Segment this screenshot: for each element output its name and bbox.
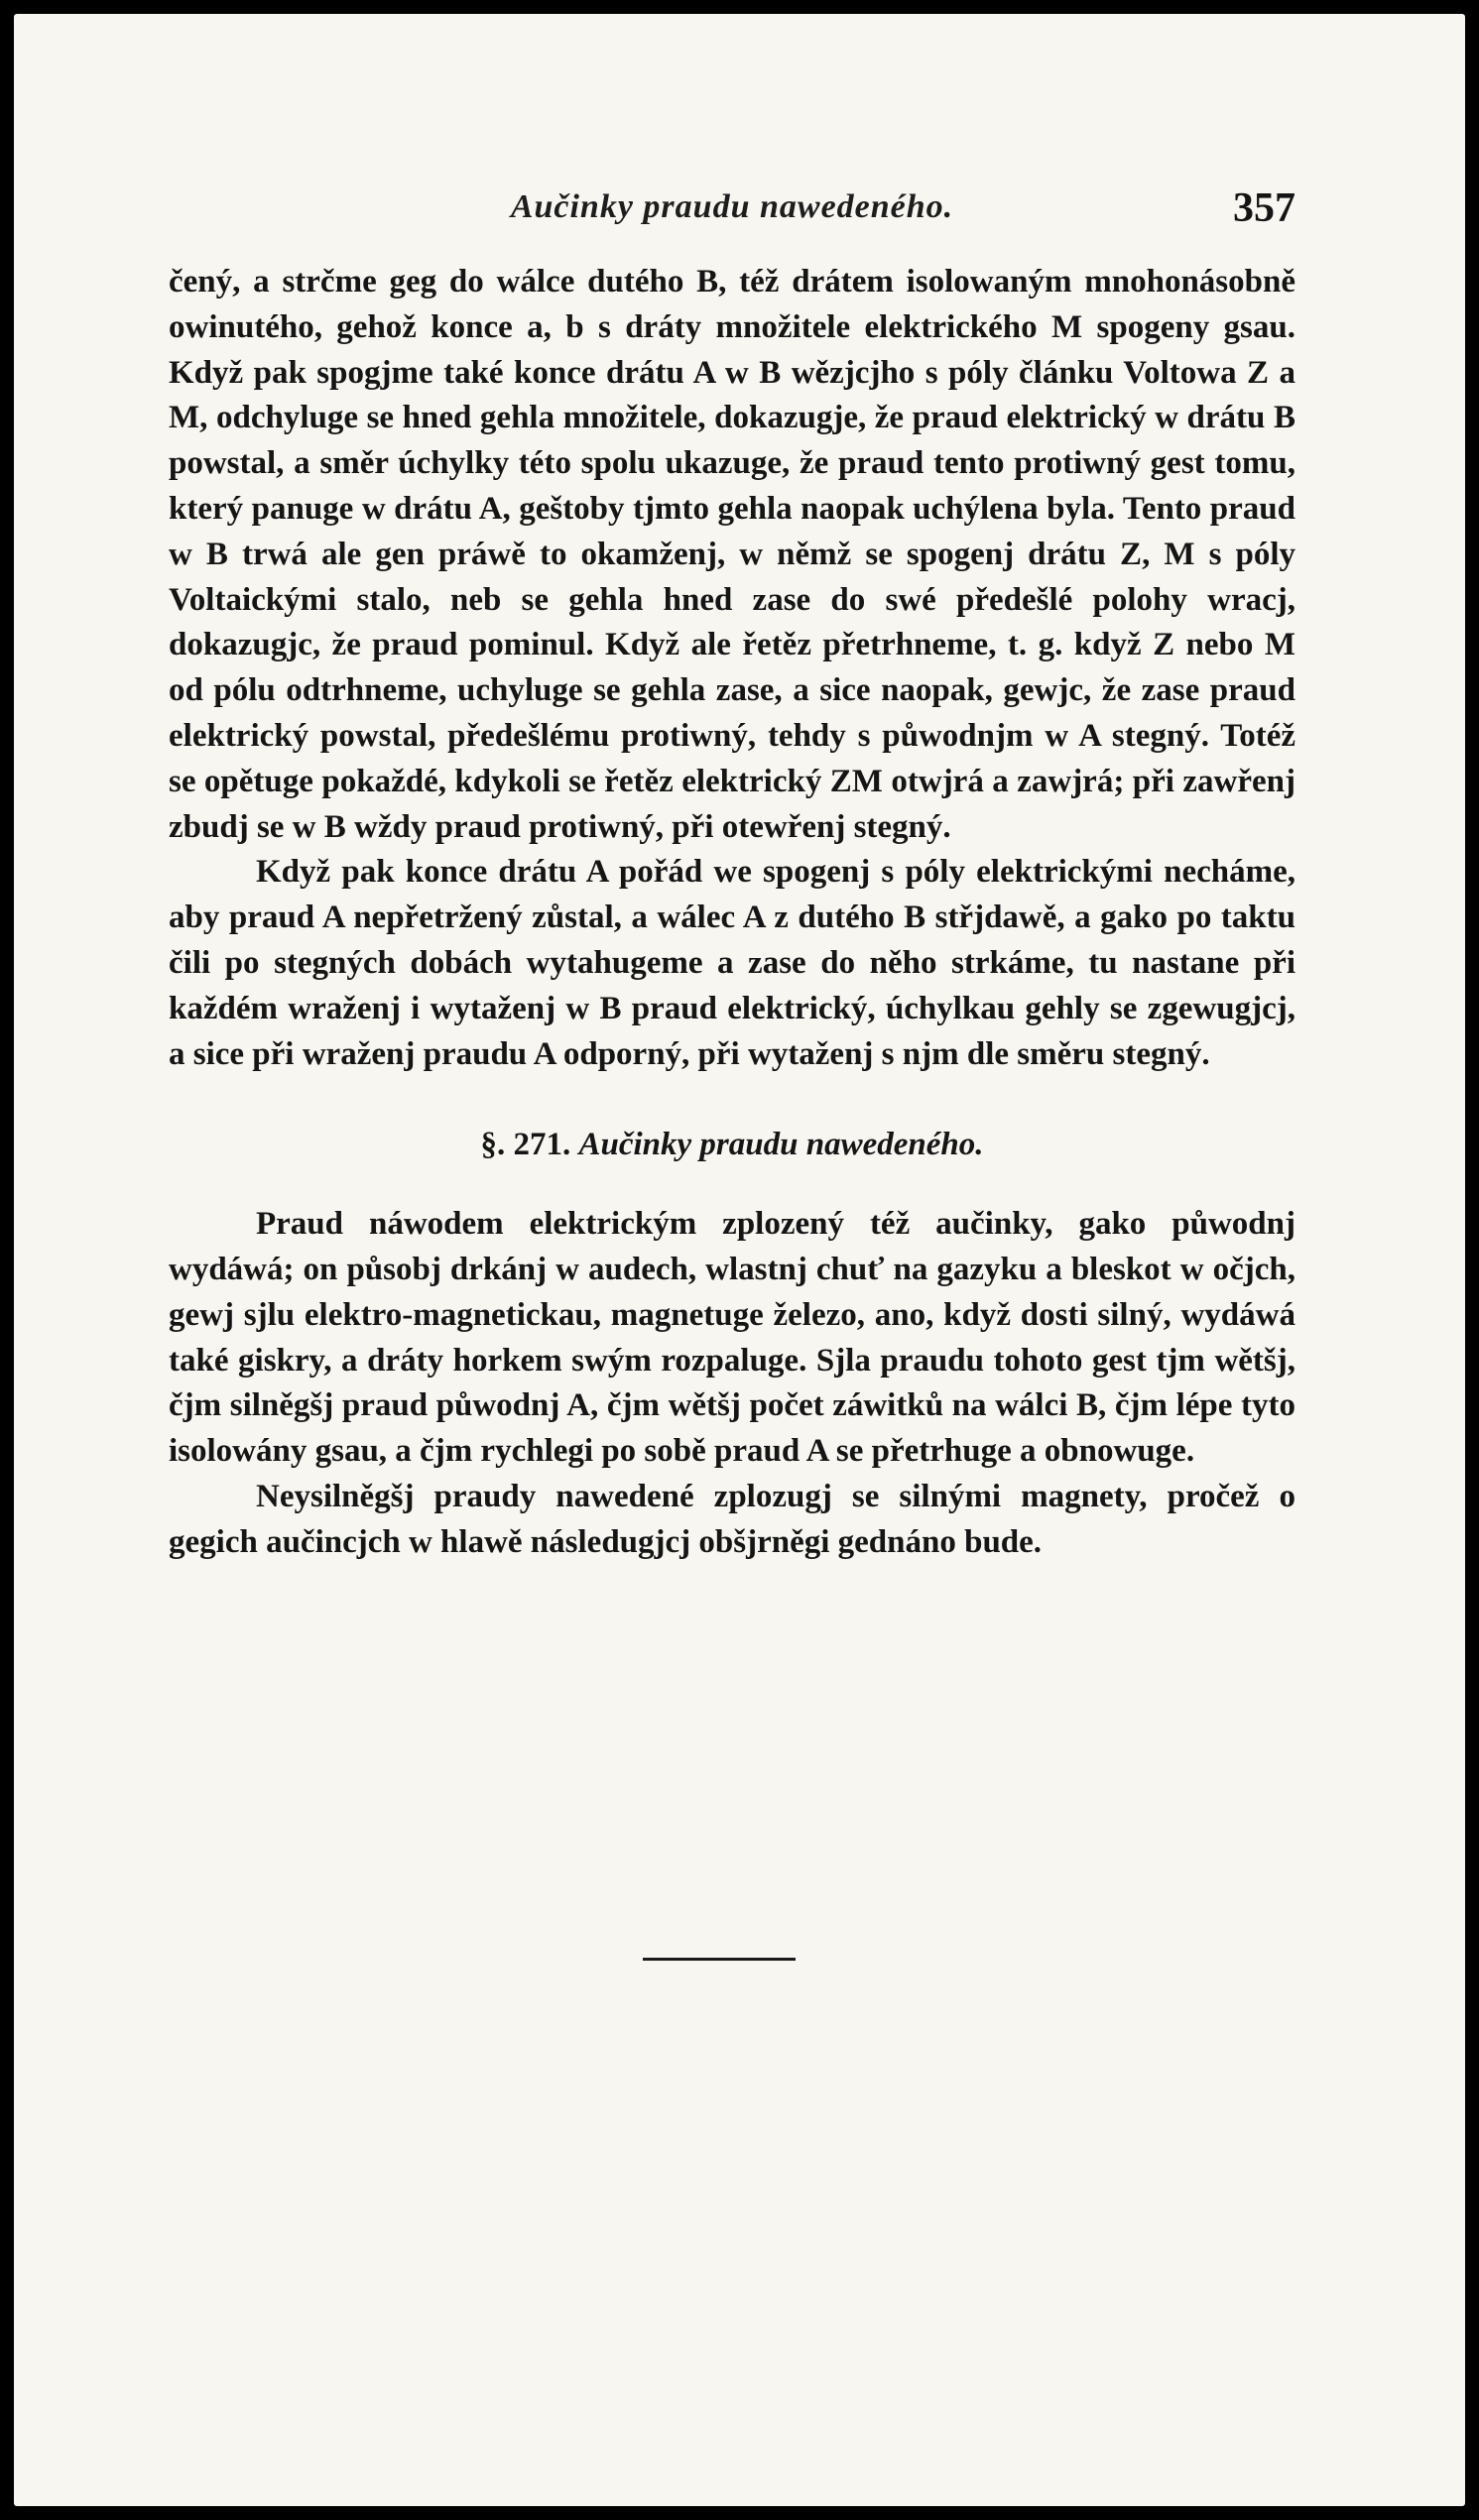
running-title: Aučinky praudu nawedeného.: [510, 188, 954, 225]
section-heading: [169, 1123, 1295, 1168]
paragraph: Když pak konce drátu A pořád we spogenj s póly elektrickými necháme, aby praud A nepřetržený zůstal, a wálec A z dutého B střjdawě, a gako po taktu čili po stegných dobách wytahugeme a zase do něho strkáme, tu nastane při každém wraženj i wytaženj w B praud elektrický, úchylkau gehly se zgewugjcj, a sice při wraženj praudu A odporný, při wytaženj s njm dle směru stegný.: [169, 854, 1295, 1072]
paragraph: Neysilněgšj praudy nawedené zplozugj se silnými magnety, pročež o gegich aučincjch w hlawě následugjcj obšjrněgi gednáno bude.: [169, 1478, 1295, 1560]
paragraph-continuation: čený, a strčme geg do wálce dutého B, též drátem isolowaným mnohonásobně owinutého, gehož konce a, b s dráty množitele elektrického M spogeny gsau. Když pak spogjme také konce drátu A w B wězjcjho s póly článku Voltowa Z a M, odchyluge se hned gehla množitele, dokazugje, že praud elektrický w drátu B powstal, a směr úchylky této spolu ukazuge, že praud tento protiwný gest tomu, který panuge w drátu A, geštoby tjmto gehla naopak uchýlena byla. Tento praud w B trwá ale gen práwě to okamženj, w němž se spogenj drátu Z, M s póly Voltaickými stalo, neb se gehla hned zase do swé předešlé polohy wracj, dokazugjc, že praud pominul. Když ale řetěz přetrhneme, t. g. když Z nebo M od pólu odtrhneme, uchyluge se gehla zase, a sice naopak, gewjc, že zase praud elektrický powstal, předešlému protiwný, tehdy s půwodnjm w A stegný. Totéž se opětuge pokaždé, kdykoli se řetěz elektrický ZM otwjrá a zawjrá; při zawřenj zbudj se w B wždy praud protiwný, při otewřenj stegný.: [169, 264, 1295, 845]
body-text: [169, 260, 1295, 1566]
page-header: [169, 184, 1295, 236]
scan-edge: [1465, 0, 1479, 2520]
section-number: §. 271.: [480, 1127, 571, 1163]
section-title: Aučinky praudu nawedeného.: [578, 1127, 984, 1163]
paragraph: Praud náwodem elektrickým zplozený též aučinky, gako půwodnj wydáwá; on působj drkánj w audech, wlastnj chuť na gazyku a bleskot w očjch, gewj sjlu elektro-magnetickau, magnetuge železo, ano, když dosti silný, wydáwá také giskry, a dráty horkem swým rozpaluge. Sjla praudu tohoto gest tjm wětšj, čjm silněgšj praud půwodnj A, čjm wětšj počet záwitků na wálci B, čjm lépe tyto isolowány gsau, a čjm rychlegi po sobě praud A se přetrhuge a obnowuge.: [169, 1206, 1295, 1470]
page-number: 357: [1233, 185, 1295, 231]
end-rule: [643, 1958, 796, 1961]
